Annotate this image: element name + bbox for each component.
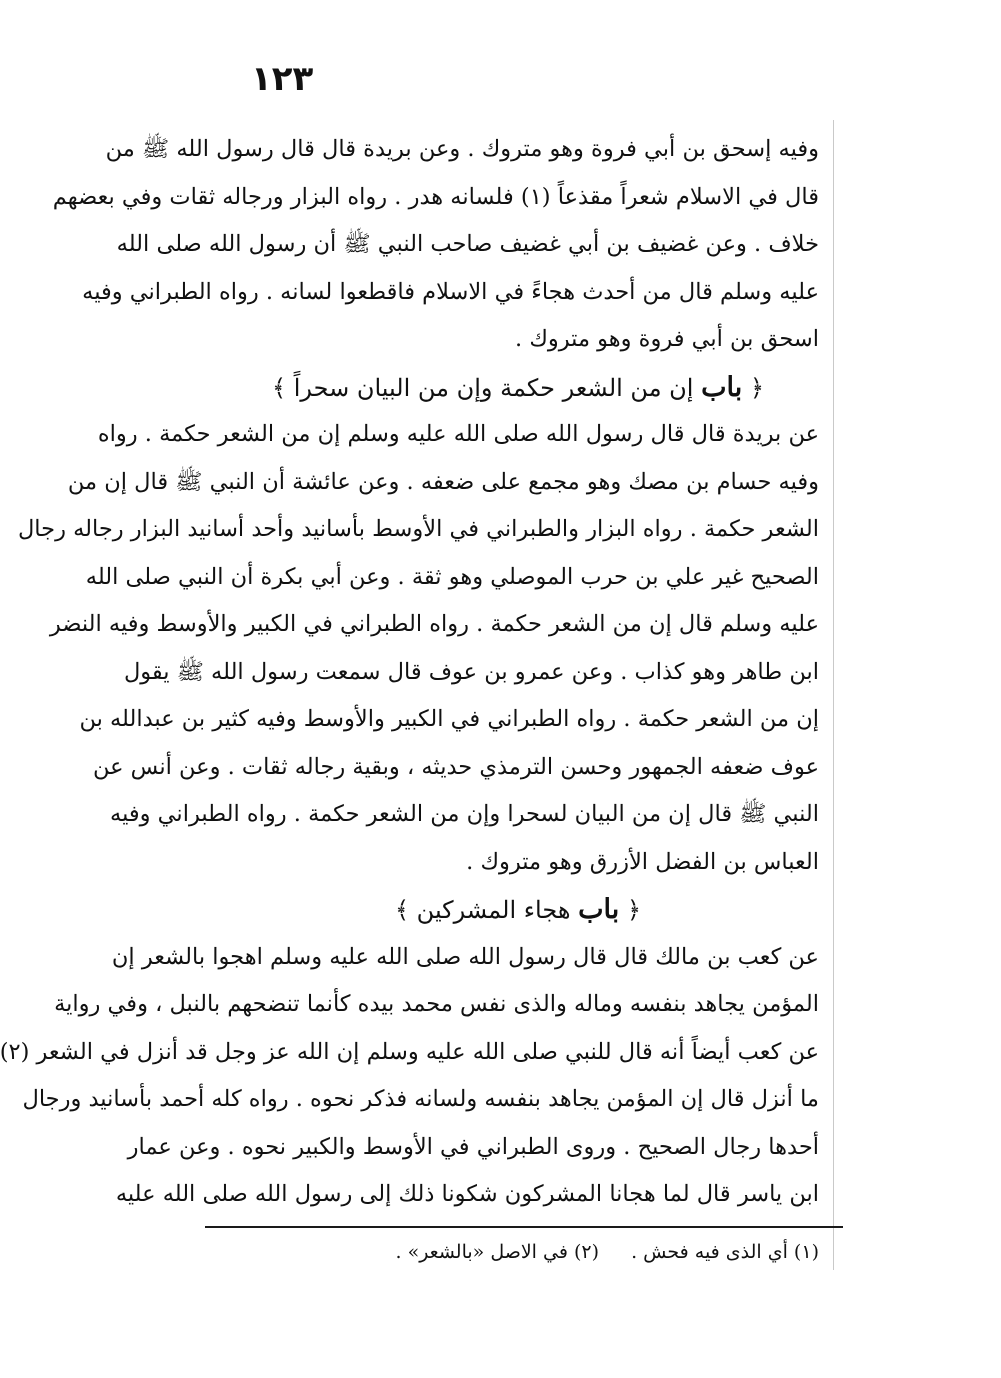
- chapter-heading: [217, 886, 819, 934]
- footnote-2: (٢) في الاصل «بالشعر» .: [395, 1241, 600, 1263]
- heading-title: إن من الشعر حكمة وإن من البيان سحراً: [293, 373, 694, 402]
- text-line: عليه وسلم قال من أحدث هجاءً في الاسلام فاقطعوا لسانه . رواه الطبراني وفيه: [82, 278, 819, 305]
- text-line: ابن طاهر وهو كذاب . وعن عمرو بن عوف قال سمعت رسول الله ﷺ يقول: [123, 658, 819, 685]
- text-line: المؤمن يجاهد بنفسه وماله والذى نفس محمد بيده كأنما تنضحهم بالنبل ، وفي رواية: [54, 991, 819, 1017]
- text-line: العباس بن الفضل الأزرق وهو متروك .: [466, 848, 819, 875]
- footnotes: [355, 1232, 819, 1272]
- text-line: ابن ياسر قال لما هجانا المشركون شكونا ذلك إلى رسول الله صلى الله عليه: [115, 1181, 819, 1207]
- text-line: عن بريدة قال قال رسول الله صلى الله عليه وسلم إن من الشعر حكمة . رواه: [97, 421, 819, 447]
- heading-label: باب: [701, 371, 743, 403]
- text-line: إن من الشعر حكمة . رواه الطبراني في الكبير والأوسط وفيه كثير بن عبدالله بن: [79, 706, 819, 732]
- heading-title: هجاء المشركين: [416, 896, 571, 924]
- footnote-divider: [205, 1226, 843, 1228]
- footnote-1: (١) أي الذى فيه فحش .: [631, 1241, 819, 1263]
- text-line: وفيه إسحق بن أبي فروة وهو متروك . وعن بريدة قال قال رسول الله ﷺ من: [105, 136, 819, 162]
- text-line: عليه وسلم قال إن من الشعر حكمة . رواه الطبراني في الكبير والأوسط وفيه النضر: [49, 611, 819, 637]
- chapter-heading: [217, 364, 819, 412]
- text-line: ما أنزل قال إن المؤمن يجاهد بنفسه ولسانه فذكر نحوه . رواه كله أحمد بأسانيد ورجال: [22, 1086, 819, 1112]
- text-line: النبي ﷺ قال إن من البيان لسحرا وإن من الشعر حكمة . رواه الطبراني وفيه: [110, 801, 819, 827]
- heading-bracket-open: ﴿: [626, 896, 642, 924]
- margin-rule: [833, 120, 834, 1270]
- page-number: ١٢٣: [251, 59, 314, 99]
- text-line: قال في الاسلام شعراً مقذعاً (١) فلسانه هدر . رواه البزار ورجاله ثقات وفي بعضهم: [52, 183, 819, 210]
- text-line: الصحيح غير علي بن حرب الموصلي وهو ثقة . وعن أبي بكرة أن النبي صلى الله: [85, 563, 819, 590]
- heading-bracket-open: ﴿: [749, 373, 764, 402]
- text-line: خلاف . وعن غضيف بن أبي غضيف صاحب النبي ﷺ أن رسول الله صلى الله: [116, 231, 819, 257]
- heading-label: باب: [578, 894, 620, 925]
- heading-bracket-close: ﴾: [271, 373, 287, 402]
- text-line: اسحق بن أبي فروة وهو متروك .: [515, 326, 819, 352]
- text-line: الشعر حكمة . رواه البزار والطبراني في الأوسط بأسانيد وأحد أسانيد البزار رجاله رجال: [17, 516, 819, 542]
- main-text: [0, 126, 819, 1219]
- text-line: أحدها رجال الصحيح . وروى الطبراني في الأوسط والكبير نحوه . وعن عمار: [127, 1133, 819, 1160]
- text-line: عن كعب بن مالك قال قال رسول الله صلى الله عليه وسلم اهجوا بالشعر إن: [111, 943, 819, 970]
- heading-bracket-close: ﴾: [394, 896, 410, 924]
- text-line: وفيه حسام بن مصك وهو مجمع على ضعفه . وعن عائشة أن النبي ﷺ قال إن من: [67, 468, 819, 495]
- text-line: عوف ضعفه الجمهور وحسن الترمذي حديثه ، وبقية رجاله ثقات . وعن أنس عن: [92, 753, 819, 780]
- text-line: عن كعب أيضاً أنه قال للنبي صلى الله عليه وسلم إن الله عز وجل قد أنزل في الشعر (٢): [0, 1038, 819, 1065]
